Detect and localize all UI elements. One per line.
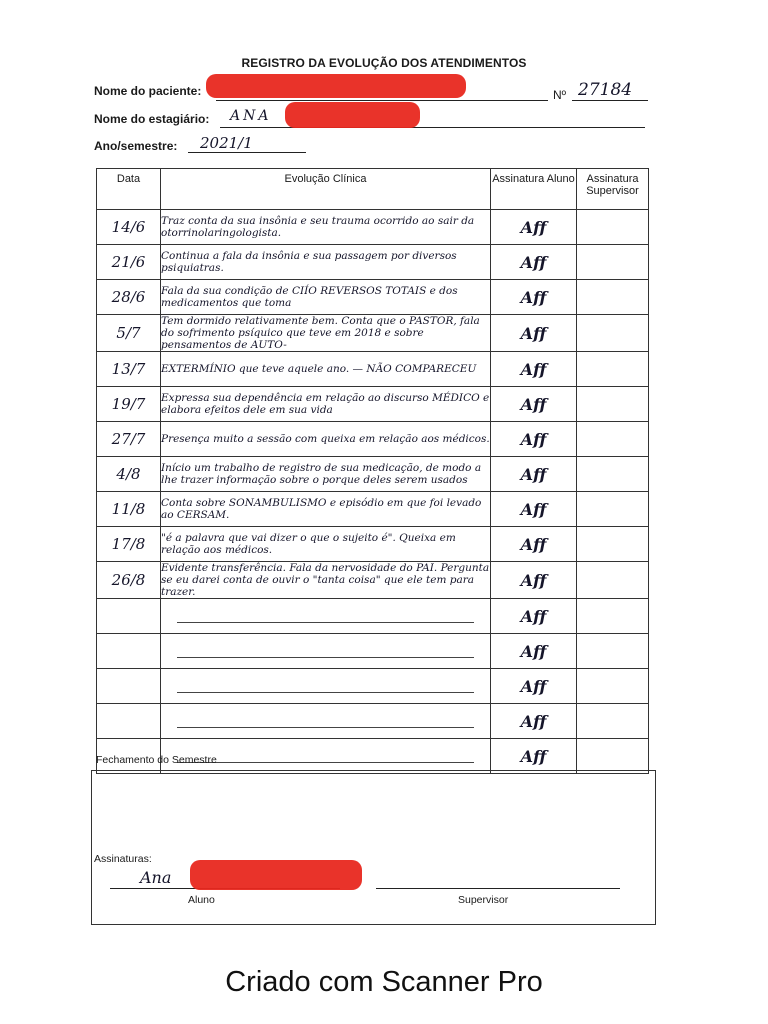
intern-label: Nome do estagiário: xyxy=(94,112,210,126)
row-evolution-text: Início um trabalho de registro de sua medicação, de modo a lhe trazer informação sobre o porque deles serem usados xyxy=(161,457,491,492)
header-student-signature: Assinatura Aluno xyxy=(491,169,577,210)
row-supervisor-signature xyxy=(577,527,649,562)
row-evolution-text xyxy=(161,634,491,669)
row-student-signature: Aff xyxy=(491,422,577,457)
row-date: 5/7 xyxy=(97,315,161,352)
row-evolution-text: "é a palavra que vai dizer o que o sujeito é". Queixa em relação aos médicos. xyxy=(161,527,491,562)
patient-redaction xyxy=(206,74,466,98)
number-label: Nº xyxy=(553,88,567,102)
row-supervisor-signature xyxy=(577,422,649,457)
table-row xyxy=(97,280,649,315)
row-evolution-text: Fala da sua condição de CIÍO REVERSOS TOTAIS e dos medicamentos que toma xyxy=(161,280,491,315)
row-student-signature: Aff xyxy=(491,387,577,422)
patient-line xyxy=(216,100,548,101)
student-signature-redaction xyxy=(190,860,362,890)
table-row xyxy=(97,527,649,562)
number-value: 27184 xyxy=(578,80,633,100)
row-evolution-text xyxy=(161,599,491,634)
blank-handwritten-line xyxy=(177,762,474,763)
table-row xyxy=(97,669,649,704)
row-evolution-text: Expressa sua dependência em relação ao discurso MÉDICO e elabora efeitos dele em sua vida xyxy=(161,387,491,422)
row-student-signature: Aff xyxy=(491,704,577,739)
form-title: REGISTRO DA EVOLUÇÃO DOS ATENDIMENTOS xyxy=(241,56,527,70)
row-date: 17/8 xyxy=(97,527,161,562)
row-date: 26/8 xyxy=(97,562,161,599)
patient-label: Nome do paciente: xyxy=(94,84,202,98)
row-supervisor-signature xyxy=(577,634,649,669)
table-row xyxy=(97,210,649,245)
signatures-label: Assinaturas: xyxy=(94,853,152,865)
row-evolution-text: Tem dormido relativamente bem. Conta que o PASTOR, fala do sofrimento psíquico que teve em 2018 e sobre pensamentos de AUTO- xyxy=(161,315,491,352)
row-supervisor-signature xyxy=(577,245,649,280)
row-date: 19/7 xyxy=(97,387,161,422)
row-date xyxy=(97,599,161,634)
blank-handwritten-line xyxy=(177,622,474,623)
row-student-signature: Aff xyxy=(491,669,577,704)
row-supervisor-signature xyxy=(577,599,649,634)
student-signature: Ana xyxy=(140,868,172,887)
table-row xyxy=(97,704,649,739)
row-supervisor-signature xyxy=(577,704,649,739)
row-supervisor-signature xyxy=(577,739,649,774)
row-student-signature: Aff xyxy=(491,739,577,774)
row-date: 27/7 xyxy=(97,422,161,457)
row-evolution-text: Conta sobre SONAMBULISMO e episódio em que foi levado ao CERSAM. xyxy=(161,492,491,527)
row-evolution-text xyxy=(161,704,491,739)
table-header-row xyxy=(97,169,649,210)
row-date: 4/8 xyxy=(97,457,161,492)
row-date: 21/6 xyxy=(97,245,161,280)
row-date: 13/7 xyxy=(97,352,161,387)
table-row xyxy=(97,599,649,634)
row-date: 28/6 xyxy=(97,280,161,315)
row-student-signature: Aff xyxy=(491,210,577,245)
table-row xyxy=(97,457,649,492)
row-student-signature: Aff xyxy=(491,562,577,599)
row-evolution-text: Continua a fala da insônia e sua passagem por diversos psiquiatras. xyxy=(161,245,491,280)
row-student-signature: Aff xyxy=(491,280,577,315)
row-date: 14/6 xyxy=(97,210,161,245)
closing-box xyxy=(91,770,656,925)
table-row xyxy=(97,245,649,280)
row-date xyxy=(97,704,161,739)
row-evolution-text: Evidente transferência. Fala da nervosidade do PAI. Pergunta se eu darei conta de ouvir o "tanta coisa" que ele tem para trazer. xyxy=(161,562,490,598)
header-evolution: Evolução Clínica xyxy=(161,169,491,210)
row-date: 11/8 xyxy=(97,492,161,527)
year-value: 2021/1 xyxy=(200,134,253,152)
intern-value: ANA xyxy=(230,108,272,124)
supervisor-signature-line xyxy=(376,888,620,889)
row-supervisor-signature xyxy=(577,457,649,492)
row-student-signature: Aff xyxy=(491,315,577,352)
supervisor-caption: Supervisor xyxy=(458,894,509,906)
blank-handwritten-line xyxy=(177,692,474,693)
blank-handwritten-line xyxy=(177,727,474,728)
year-line xyxy=(188,152,306,153)
blank-handwritten-line xyxy=(177,657,474,658)
number-line xyxy=(572,100,648,101)
row-student-signature: Aff xyxy=(491,352,577,387)
row-date xyxy=(97,634,161,669)
closing-label: Fechamento do Semestre xyxy=(96,754,217,766)
header-date: Data xyxy=(97,169,161,210)
table-row xyxy=(97,562,649,599)
row-evolution-text: Traz conta da sua insônia e seu trauma ocorrido ao sair da otorrinolaringologista. xyxy=(161,210,491,245)
row-evolution-text: EXTERMÍNIO que teve aquele ano. — NÃO COMPARECEU xyxy=(161,352,491,387)
table-row xyxy=(97,634,649,669)
intern-redaction xyxy=(285,102,420,128)
student-caption: Aluno xyxy=(188,894,215,906)
row-student-signature: Aff xyxy=(491,457,577,492)
intern-line xyxy=(220,127,645,128)
row-supervisor-signature xyxy=(577,280,649,315)
table-row xyxy=(97,352,649,387)
row-supervisor-signature xyxy=(577,210,649,245)
year-label: Ano/semestre: xyxy=(94,139,178,153)
evolution-table xyxy=(96,168,649,774)
row-supervisor-signature xyxy=(577,352,649,387)
row-student-signature: Aff xyxy=(491,245,577,280)
table-row xyxy=(97,492,649,527)
table-row xyxy=(97,387,649,422)
row-supervisor-signature xyxy=(577,669,649,704)
row-evolution-text xyxy=(161,669,491,704)
row-student-signature: Aff xyxy=(491,527,577,562)
table-row xyxy=(97,315,649,352)
row-supervisor-signature xyxy=(577,562,649,599)
row-student-signature: Aff xyxy=(491,599,577,634)
row-student-signature: Aff xyxy=(491,634,577,669)
header-supervisor-signature: Assinatura Supervisor xyxy=(577,169,649,210)
table-row xyxy=(97,422,649,457)
row-supervisor-signature xyxy=(577,492,649,527)
row-evolution-text: Presença muito a sessão com queixa em relação aos médicos. xyxy=(161,422,491,457)
scanner-footer: Criado com Scanner Pro xyxy=(225,966,543,998)
row-supervisor-signature xyxy=(577,315,649,352)
row-date xyxy=(97,669,161,704)
row-student-signature: Aff xyxy=(491,492,577,527)
row-supervisor-signature xyxy=(577,387,649,422)
